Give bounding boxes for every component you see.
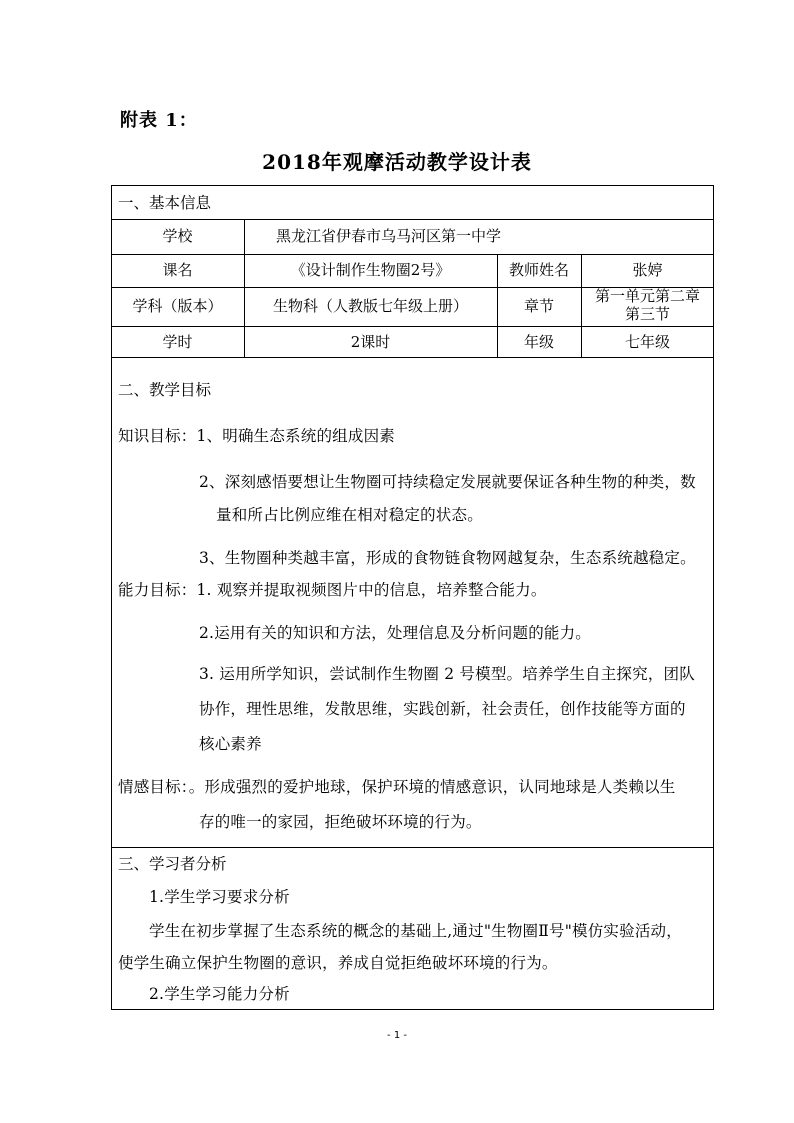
knowledge-objective-1: 知识目标：1、明确生态系统的组成因素 bbox=[118, 427, 395, 445]
label-chapter: 章节 bbox=[523, 297, 554, 315]
value-subject: 生物科（人教版七年级上册） bbox=[272, 297, 468, 315]
table-rule bbox=[111, 326, 714, 327]
ability-objective-3: 3. 运用所学知识，尝试制作生物圈 2 号模型。培养学生自主探究，团队 bbox=[199, 665, 695, 683]
label-teacher: 教师姓名 bbox=[508, 261, 569, 279]
label-school: 学校 bbox=[162, 227, 193, 245]
document-title: 2018年观摩活动教学设计表 bbox=[262, 150, 532, 174]
label-subject: 学科（版本） bbox=[132, 297, 223, 315]
table-rule bbox=[111, 847, 714, 848]
value-course: 《设计制作生物圈2号》 bbox=[290, 261, 451, 279]
knowledge-objective-2-cont: 量和所占比例应维在相对稳定的状态。 bbox=[216, 506, 483, 524]
label-hours: 学时 bbox=[162, 333, 193, 351]
ability-objective-3-cont: 协作，理性思维，发散思维，实践创新，社会责任，创作技能等方面的 bbox=[199, 700, 686, 718]
page-number: - 1 - bbox=[387, 1030, 407, 1041]
learner-analysis-para-cont: 使学生确立保护生物圈的意识，养成自觉拒绝破坏环境的行为。 bbox=[118, 954, 558, 972]
value-school: 黑龙江省伊春市乌马河区第一中学 bbox=[276, 227, 502, 245]
learner-analysis-para: 学生在初步掌握了生态系统的概念的基础上,通过"生物圈Ⅱ号"模仿实验活动， bbox=[149, 922, 682, 940]
section-heading-objectives: 二、教学目标 bbox=[118, 381, 212, 399]
value-grade: 七年级 bbox=[624, 333, 670, 351]
value-chapter-line1: 第一单元第二章 bbox=[594, 287, 700, 305]
subheading-requirements: 1.学生学习要求分析 bbox=[149, 888, 290, 906]
label-course: 课名 bbox=[162, 261, 193, 279]
emotion-objective-cont: 存的唯一的家园，拒绝破坏环境的行为。 bbox=[199, 813, 482, 831]
value-hours: 2课时 bbox=[350, 333, 391, 351]
table-rule bbox=[111, 219, 714, 220]
knowledge-objective-2: 2、深刻感悟要想让生物圈可持续稳定发展就要保证各种生物的种类，数 bbox=[199, 473, 696, 491]
label-grade: 年级 bbox=[523, 333, 554, 351]
emotion-objective: 情感目标：。形成强烈的爱护地球，保护环境的情感意识，认同地球是人类赖以生 bbox=[118, 778, 676, 796]
table-rule bbox=[111, 357, 714, 358]
subheading-ability: 2.学生学习能力分析 bbox=[149, 985, 290, 1003]
section-heading-learner-analysis: 三、学习者分析 bbox=[118, 855, 227, 873]
appendix-label: 附表 1： bbox=[120, 110, 198, 131]
ability-objective-3-cont2: 核心素养 bbox=[199, 735, 262, 753]
table-rule bbox=[111, 254, 714, 255]
value-chapter-line2: 第三节 bbox=[624, 305, 670, 323]
section-heading-basic-info: 一、基本信息 bbox=[118, 194, 212, 212]
knowledge-objective-3: 3、生物圈种类越丰富，形成的食物链食物网越复杂，生态系统越稳定。 bbox=[199, 549, 696, 567]
value-teacher: 张婷 bbox=[632, 261, 663, 279]
ability-objective-2: 2.运用有关的知识和方法，处理信息及分析问题的能力。 bbox=[199, 624, 591, 642]
ability-objective-1: 能力目标：1. 观察并提取视频图片中的信息，培养整合能力。 bbox=[118, 581, 547, 599]
